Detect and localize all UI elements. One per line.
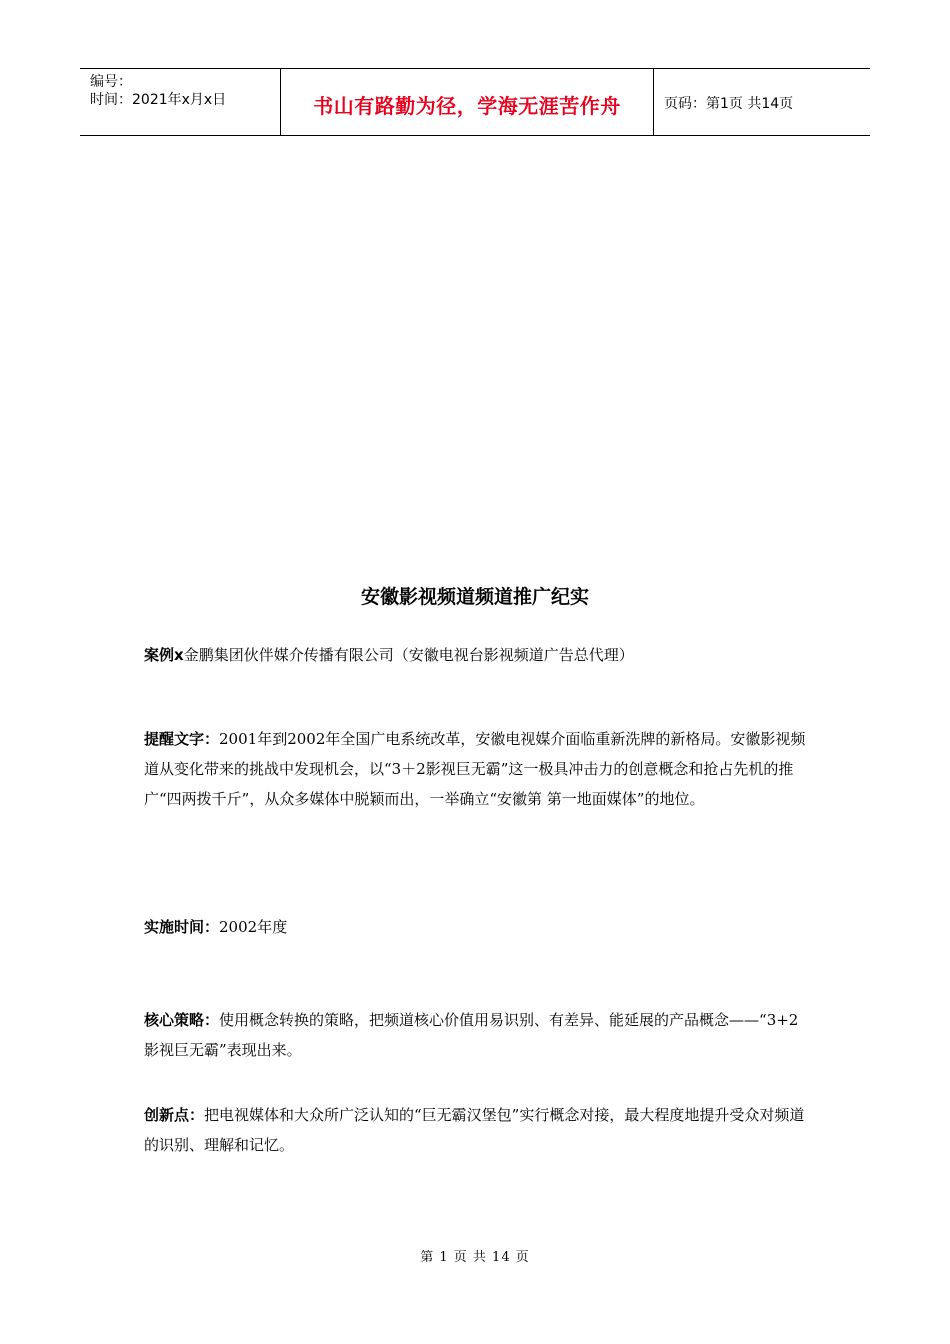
time-label: 时间：2021年x月x日 [90,92,227,108]
reminder-text: 2001年到2002年全国广电系统改革，安徽电视媒介面临重新洗牌的新格局。安徽影视频道从变化带来的挑战中发现机会，以“3＋2影视巨无霸”这一极具冲击力的创意概念和抢占先机的推广“四两拨千斤”，从众多媒体中脱颖而出，一举确立“安徽第 第一地面媒体”的地位。 [144,730,806,808]
header-motto: 书山有路勤为径，学海无涯苦作舟 [281,69,654,135]
document-title: 安徽影视频道频道推广纪实 [360,586,589,608]
header-meta-cell [80,69,281,135]
strategy-paragraph [144,1005,810,1065]
innovation-text: 把电视媒体和大众所广泛认知的“巨无霸汉堡包”实行概念对接，最大程度地提升受众对频道的识别、理解和记忆。 [144,1106,805,1154]
case-text: 金鹏集团伙伴媒介传播有限公司（安徽电视台影视频道广告总代理） [183,646,634,664]
implementation-label: 实施时间： [144,918,220,936]
innovation-label: 创新点： [144,1106,205,1124]
reminder-paragraph [144,724,810,814]
reminder-label: 提醒文字： [144,730,220,748]
case-paragraph [144,640,810,670]
header-page-info: 页码：第1页 共14页 [664,96,794,112]
strategy-text: 使用概念转换的策略，把频道核心价值用易识别、有差异、能延展的产品概念——“3+2影视巨无霸”表现出来。 [144,1011,799,1059]
innovation-paragraph [144,1100,810,1160]
strategy-label: 核心策略： [144,1011,220,1029]
implementation-text: 2002年度 [219,918,288,936]
document-header [80,68,870,136]
number-label: 编号： [90,74,132,90]
case-label: 案例x [144,646,184,664]
page-footer: 第 1 页 共 14 页 [420,1250,530,1265]
implementation-paragraph [144,912,810,942]
